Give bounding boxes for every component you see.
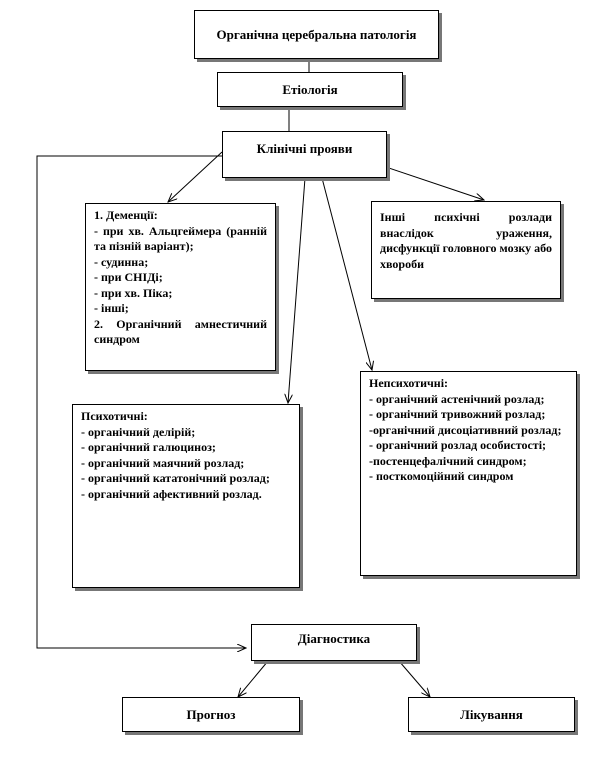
node-prognosis: Прогноз — [122, 697, 300, 732]
node-diagnostics: Діагностика — [251, 624, 417, 661]
dementia-line: 1. Деменції: — [94, 208, 158, 222]
dementia-line: - інші; — [94, 301, 129, 315]
psychotic-line: - органічний маячний розлад; — [81, 455, 245, 470]
nonpsychotic-line: - посткомоційний синдром — [369, 469, 514, 483]
node-psychotic — [72, 404, 300, 588]
edge-diagnostics-treatment — [399, 661, 430, 697]
nonpsychotic-line: -органічний дисоціативний розлад; — [369, 422, 562, 437]
psychotic-line: - органічний афективний розлад. — [81, 486, 262, 501]
node-other-disorders — [371, 201, 561, 299]
dementia-line: - судинна; — [94, 254, 149, 269]
nonpsychotic-line: -постенцефалічний синдром; — [369, 453, 527, 468]
node-treatment: Лікування — [408, 697, 575, 732]
other-disorders-text: Інші психічні розлади внаслідок ураження, дисфункції головного мозку або хвороби — [380, 210, 552, 271]
nonpsychotic-line: - органічний астенічний розлад; — [369, 391, 545, 406]
psychotic-line: - органічний делірій; — [81, 424, 196, 439]
edge-clinical-dementia — [168, 152, 222, 202]
nonpsychotic-line: Непсихотичні: — [369, 376, 449, 390]
edge-diagnostics-prognosis — [238, 661, 268, 697]
psychotic-line: - органічний галюциноз; — [81, 440, 216, 454]
node-etiology: Етіологія — [217, 72, 403, 107]
node-clinical: Клінічні прояви — [222, 131, 387, 178]
edge-clinical-psychotic — [288, 178, 305, 403]
dementia-line: - при хв. Альцгеймера (ранній та пізній варіант); — [94, 223, 267, 253]
dementia-line: - при СНІДі; — [94, 270, 163, 284]
node-nonpsychotic — [360, 371, 577, 576]
node-dementia — [85, 203, 276, 371]
dementia-line: 2. Органічний амнестичний синдром — [94, 316, 267, 346]
dementia-line: - при хв. Піка; — [94, 285, 173, 300]
nonpsychotic-line: - органічний розлад особистості; — [369, 438, 547, 452]
node-organic-pathology: Органічна церебральна патологія — [194, 10, 439, 59]
psychotic-line: - органічний кататонічний розлад; — [81, 471, 270, 485]
psychotic-line: Психотичні: — [81, 409, 148, 423]
nonpsychotic-line: - органічний тривожний розлад; — [369, 407, 546, 421]
edge-clinical-nonpsychotic — [322, 178, 372, 370]
